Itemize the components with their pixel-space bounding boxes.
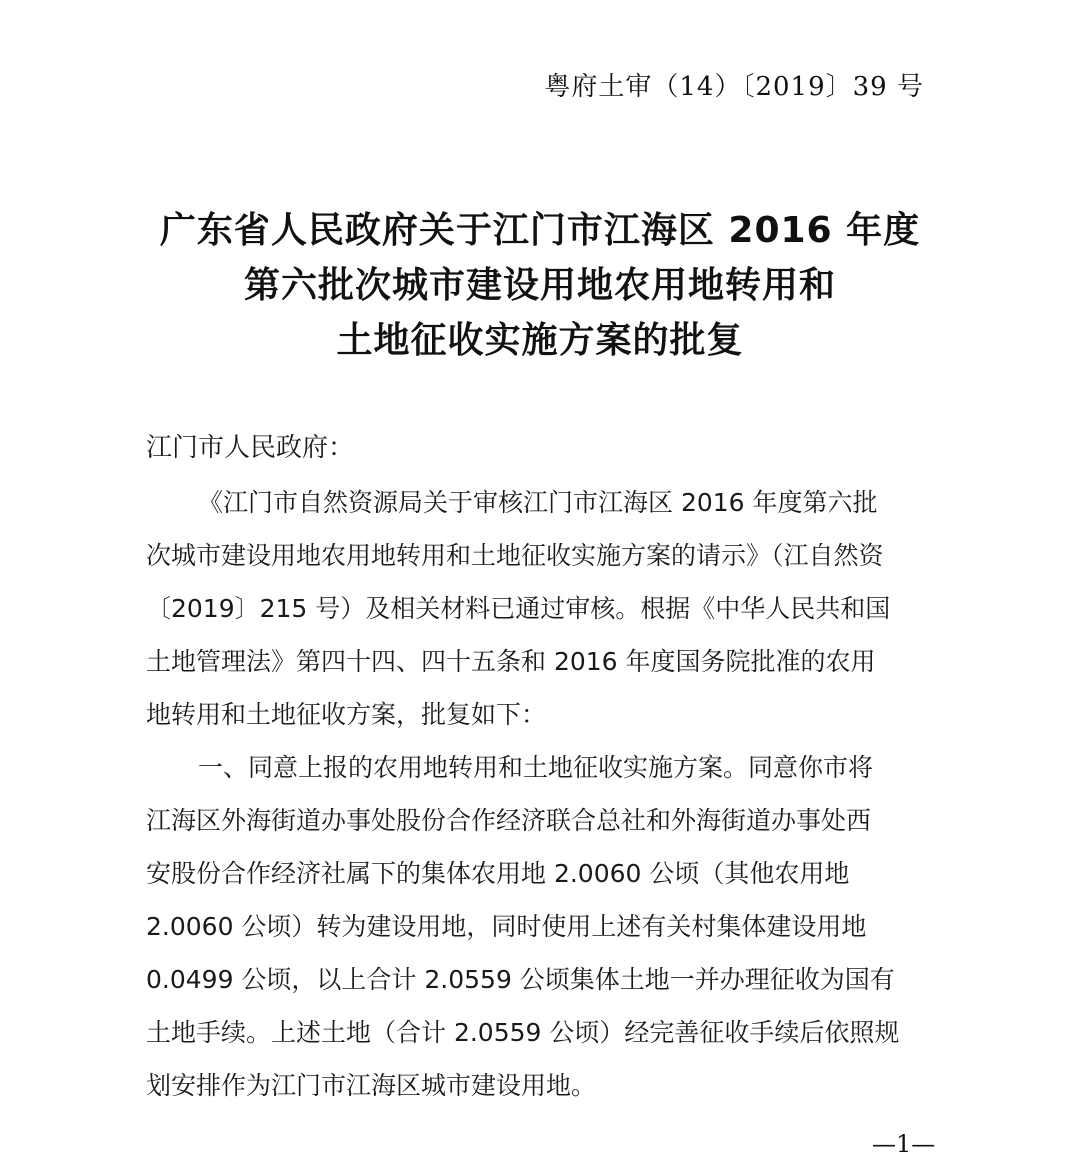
title-line-2: 第六批次城市建设用地农用地转用和	[243, 265, 836, 306]
paragraph-2-line: 江海区外海街道办事处股份合作经济联合总社和外海街道办事处西	[146, 806, 872, 835]
paragraph-1-line: 土地管理法》第四十四、四十五条和 2016 年度国务院批准的农用	[146, 647, 876, 676]
paragraph-1	[146, 476, 924, 741]
document-number: 粤府土审（14）〔2019〕39 号	[544, 72, 924, 102]
paragraph-2-line: 安股份合作经济社属下的集体农用地 2.0060 公顷（其他农用地	[146, 859, 850, 888]
title-line-3: 土地征收实施方案的批复	[336, 320, 744, 361]
paragraph-2	[146, 741, 924, 1112]
paragraph-2-line: 土地手续。上述土地（合计 2.0559 公顷）经完善征收手续后依照规	[146, 1018, 900, 1047]
paragraph-2-line: 一、同意上报的农用地转用和土地征收实施方案。同意你市将	[198, 753, 874, 782]
paragraph-1-line: 《江门市自然资源局关于审核江门市江海区 2016 年度第六批	[198, 488, 878, 517]
salutation: 江门市人民政府：	[146, 433, 355, 463]
paragraph-2-line: 划安排作为江门市江海区城市建设用地。	[146, 1071, 597, 1100]
paragraph-1-line: 次城市建设用地农用地转用和土地征收实施方案的请示》（江自然资	[146, 541, 884, 570]
page-number: —1—	[872, 1130, 936, 1158]
document-title	[0, 203, 1080, 368]
paragraph-2-line: 2.0060 公顷）转为建设用地，同时使用上述有关村集体建设用地	[146, 912, 867, 941]
title-line-1: 广东省人民政府关于江门市江海区 2016 年度	[159, 210, 921, 251]
paragraph-1-line: 地转用和土地征收方案，批复如下：	[146, 700, 547, 729]
paragraph-2-line: 0.0499 公顷，以上合计 2.0559 公顷集体土地一并办理征收为国有	[146, 965, 895, 994]
paragraph-1-line: 〔2019〕215 号）及相关材料已通过审核。根据《中华人民共和国	[146, 594, 891, 623]
